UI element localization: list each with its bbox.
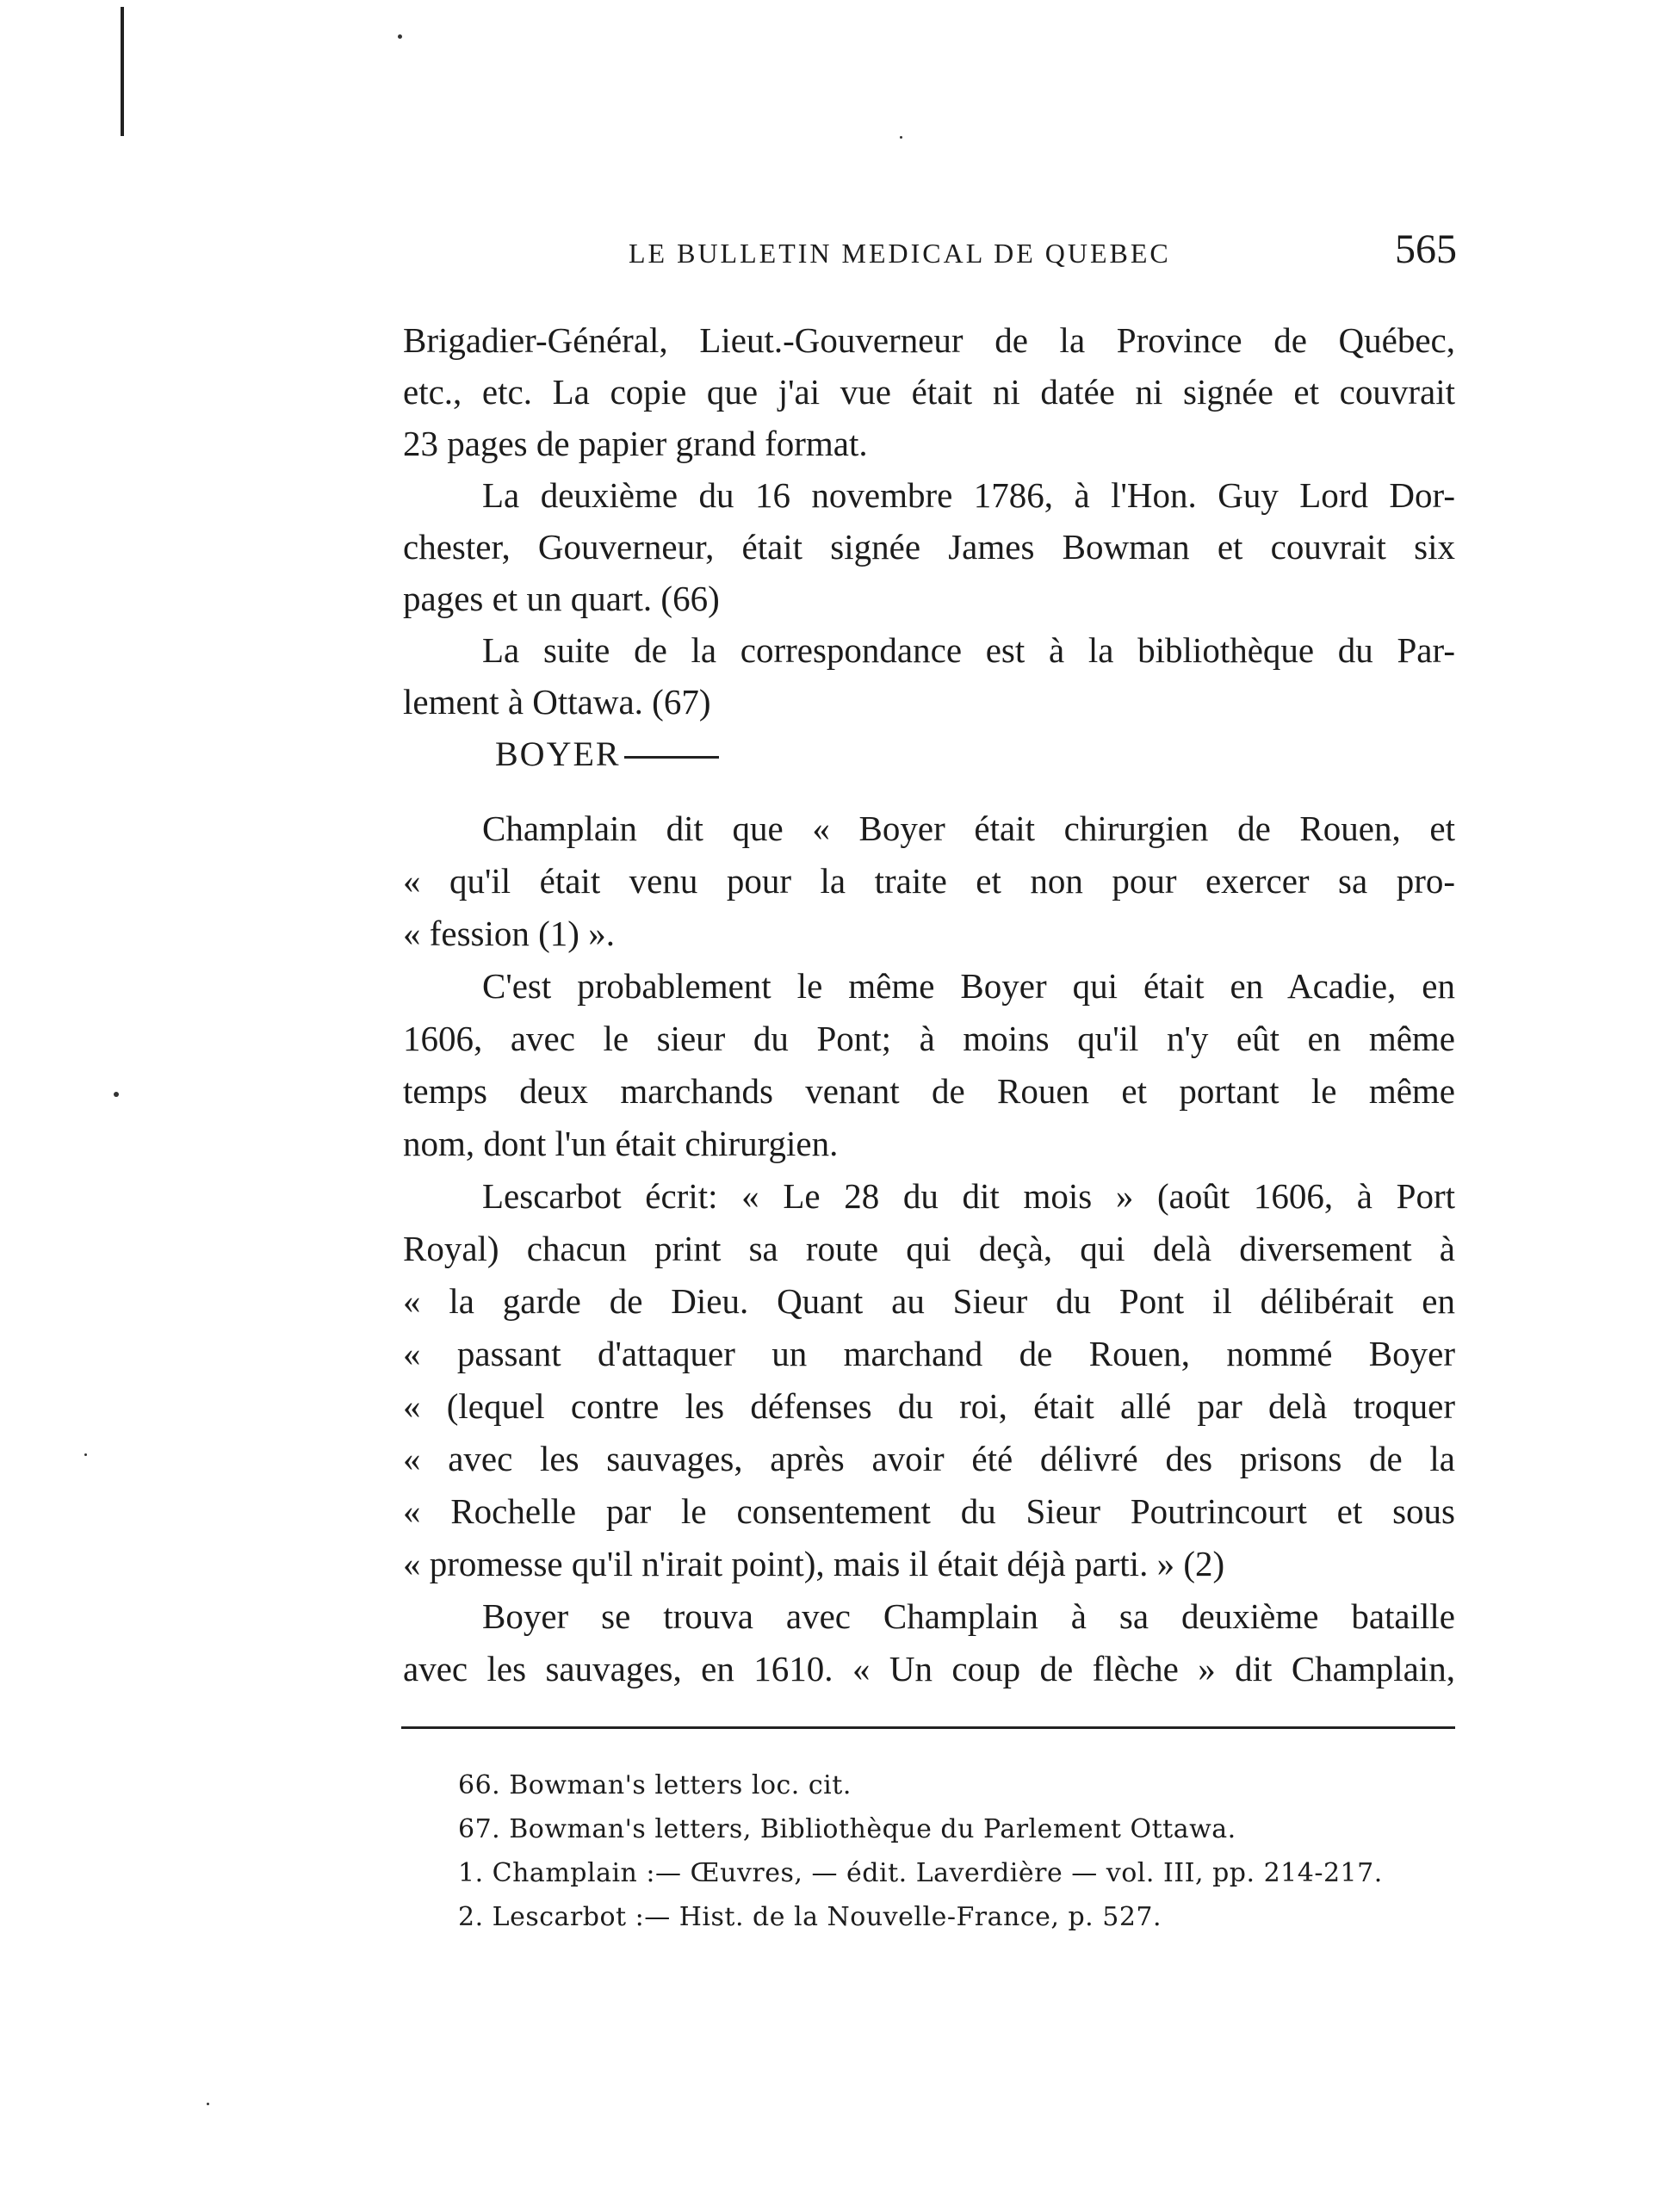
running-header [396,226,1457,277]
text-line: Lescarbot écrit: « Le 28 du dit mois » (août 1606, à Port [482,1176,1455,1216]
footnote: 66. Bowman's letters loc. cit. [458,1770,852,1800]
text-line: 1606, avec le sieur du Pont; à moins qu'il n'y eût en même [403,1019,1455,1058]
footnote: 1. Champlain :— Œuvres, — édit. Laverdière — vol. III, pp. 214-217. [458,1858,1383,1888]
text-line: « (lequel contre les défenses du roi, était allé par delà troquer [403,1386,1455,1426]
scan-speck [114,1092,119,1097]
text-line: pages et un quart. (66) [403,579,720,618]
section-heading [495,734,719,774]
footnote-rule [401,1726,1455,1729]
text-line: Royal) chacun print sa route qui deçà, qui delà diversement à [403,1229,1455,1268]
text-line: avec les sauvages, en 1610. « Un coup de flèche » dit Champlain, [403,1649,1455,1688]
text-line: Boyer se trouva avec Champlain à sa deuxième bataille [482,1596,1455,1636]
text-line: « fession (1) ». [403,914,615,953]
text-line: C'est probablement le même Boyer qui était en Acadie, en [482,966,1455,1006]
section-heading-text: BOYER [495,734,621,773]
text-line: Champlain dit que « Boyer était chirurgien de Rouen, et [482,809,1455,848]
text-line: Brigadier-Général, Lieut.-Gouverneur de la Province de Québec, [403,320,1455,360]
scan-edge-mark [121,7,124,136]
text-line: chester, Gouverneur, était signée James Bowman et couvrait six [403,527,1455,567]
text-line: « passant d'attaquer un marchand de Rouen, nommé Boyer [403,1334,1455,1373]
text-line: 23 pages de papier grand format. [403,424,868,463]
heading-dash-rule [624,756,719,759]
text-line: « la garde de Dieu. Quant au Sieur du Pont il délibérait en [403,1281,1455,1321]
scan-speck [207,2103,209,2105]
text-line: La deuxième du 16 novembre 1786, à l'Hon. Guy Lord Dor- [482,475,1455,515]
text-line: « qu'il était venu pour la traite et non pour exercer sa pro- [403,861,1455,901]
page-number: 565 [1395,226,1457,272]
scan-speck [900,136,902,139]
text-line: etc., etc. La copie que j'ai vue était ni datée ni signée et couvrait [403,372,1455,412]
footnote: 2. Lescarbot :— Hist. de la Nouvelle-France, p. 527. [458,1902,1162,1932]
text-line: La suite de la correspondance est à la bibliothèque du Par- [482,630,1455,670]
text-line: « Rochelle par le consentement du Sieur Poutrincourt et sous [403,1491,1455,1531]
scan-speck [84,1453,87,1456]
footnote: 67. Bowman's letters, Bibliothèque du Parlement Ottawa. [458,1814,1236,1844]
text-line: temps deux marchands venant de Rouen et portant le même [403,1071,1455,1111]
text-line: lement à Ottawa. (67) [403,682,711,722]
text-line: nom, dont l'un était chirurgien. [403,1124,839,1163]
text-line: « avec les sauvages, après avoir été délivré des prisons de la [403,1439,1455,1478]
journal-title: LE BULLETIN MEDICAL DE QUEBEC [629,238,1171,269]
text-line: « promesse qu'il n'irait point), mais il était déjà parti. » (2) [403,1544,1225,1583]
scan-speck [398,34,402,39]
